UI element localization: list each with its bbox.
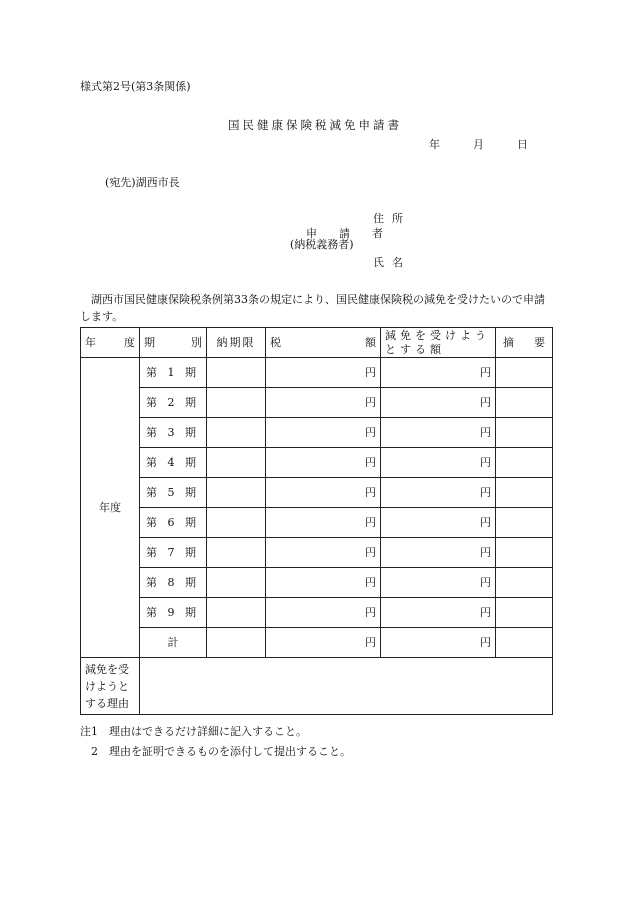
table-row <box>81 568 553 598</box>
table-row <box>81 358 553 388</box>
table-row <box>81 478 553 508</box>
reduction-amount-cell[interactable]: 円 <box>381 358 496 388</box>
total-label: 計 <box>140 628 207 658</box>
table-row <box>81 538 553 568</box>
due-date-cell[interactable] <box>207 508 266 538</box>
tax-amount-cell[interactable]: 円 <box>266 478 381 508</box>
remarks-cell[interactable] <box>496 598 553 628</box>
table-row <box>81 508 553 538</box>
period-label: 第 8 期 <box>140 568 207 598</box>
period-label: 第 7 期 <box>140 538 207 568</box>
date-month-label: 月 <box>473 138 484 151</box>
table-header-row <box>81 328 553 358</box>
total-due-cell[interactable] <box>207 628 266 658</box>
tax-amount-cell[interactable]: 円 <box>266 388 381 418</box>
tax-amount-cell[interactable]: 円 <box>266 448 381 478</box>
reason-row <box>81 658 553 715</box>
fiscal-year-cell[interactable]: 年度 <box>81 358 140 658</box>
period-label: 第 5 期 <box>140 478 207 508</box>
tax-amount-cell[interactable]: 円 <box>266 538 381 568</box>
note-2: 2 理由を証明できるものを添付して提出すること。 <box>80 745 351 758</box>
period-label: 第 1 期 <box>140 358 207 388</box>
tax-amount-cell[interactable]: 円 <box>266 418 381 448</box>
reduction-amount-cell[interactable]: 円 <box>381 478 496 508</box>
header-reduction-amount: 減免を受けようとする額 <box>381 328 496 358</box>
date-line <box>429 138 528 151</box>
remarks-cell[interactable] <box>496 478 553 508</box>
due-date-cell[interactable] <box>207 568 266 598</box>
form-number: 様式第2号(第3条関係) <box>80 80 191 93</box>
period-label: 第 2 期 <box>140 388 207 418</box>
due-date-cell[interactable] <box>207 448 266 478</box>
period-label: 第 6 期 <box>140 508 207 538</box>
reduction-amount-cell[interactable]: 円 <box>381 598 496 628</box>
remarks-cell[interactable] <box>496 508 553 538</box>
remarks-cell[interactable] <box>496 388 553 418</box>
taxpayer-label: (納税義務者) <box>290 238 354 251</box>
address-label: 住所 <box>373 212 411 225</box>
tax-amount-cell[interactable]: 円 <box>266 358 381 388</box>
header-year: 年 度 <box>81 328 140 358</box>
remarks-cell[interactable] <box>496 568 553 598</box>
application-statement: 湖西市国民健康保険税条例第33条の規定により、国民健康保険税の減免を受けたいので申請します。 <box>80 293 545 323</box>
table-row <box>81 388 553 418</box>
remarks-cell[interactable] <box>496 358 553 388</box>
due-date-cell[interactable] <box>207 538 266 568</box>
tax-amount-cell[interactable]: 円 <box>266 598 381 628</box>
table-row <box>81 448 553 478</box>
remarks-cell[interactable] <box>496 538 553 568</box>
addressee: (宛先)湖西市長 <box>105 176 180 189</box>
due-date-cell[interactable] <box>207 418 266 448</box>
reduction-amount-cell[interactable]: 円 <box>381 508 496 538</box>
reduction-amount-cell[interactable]: 円 <box>381 448 496 478</box>
reason-label: 減免を受けようとする理由 <box>81 658 140 715</box>
total-reduction-cell[interactable]: 円 <box>381 628 496 658</box>
table-row <box>81 418 553 448</box>
header-tax-amount: 税 額 <box>266 328 381 358</box>
name-label: 氏名 <box>373 256 411 269</box>
table-row <box>81 598 553 628</box>
total-remarks-cell[interactable] <box>496 628 553 658</box>
period-label: 第 9 期 <box>140 598 207 628</box>
reason-input-cell[interactable] <box>140 658 553 715</box>
reduction-amount-cell[interactable]: 円 <box>381 388 496 418</box>
reduction-amount-cell[interactable]: 円 <box>381 568 496 598</box>
header-period: 期 別 <box>140 328 207 358</box>
header-due-date: 納期限 <box>207 328 266 358</box>
tax-amount-cell[interactable]: 円 <box>266 568 381 598</box>
tax-amount-cell[interactable]: 円 <box>266 508 381 538</box>
reduction-amount-cell[interactable]: 円 <box>381 538 496 568</box>
document-title: 国民健康保険税減免申請書 <box>228 118 402 132</box>
reduction-amount-cell[interactable]: 円 <box>381 418 496 448</box>
date-year-label: 年 <box>429 138 440 151</box>
due-date-cell[interactable] <box>207 598 266 628</box>
total-tax-cell[interactable]: 円 <box>266 628 381 658</box>
total-row <box>81 628 553 658</box>
header-remarks: 摘 要 <box>496 328 553 358</box>
due-date-cell[interactable] <box>207 358 266 388</box>
reduction-table <box>80 327 553 715</box>
applicant-label: 申請者 <box>306 227 405 240</box>
due-date-cell[interactable] <box>207 388 266 418</box>
remarks-cell[interactable] <box>496 448 553 478</box>
remarks-cell[interactable] <box>496 418 553 448</box>
period-label: 第 4 期 <box>140 448 207 478</box>
period-label: 第 3 期 <box>140 418 207 448</box>
due-date-cell[interactable] <box>207 478 266 508</box>
note-1: 注1 理由はできるだけ詳細に記入すること。 <box>80 725 307 738</box>
date-day-label: 日 <box>517 138 528 151</box>
notes <box>80 722 351 762</box>
